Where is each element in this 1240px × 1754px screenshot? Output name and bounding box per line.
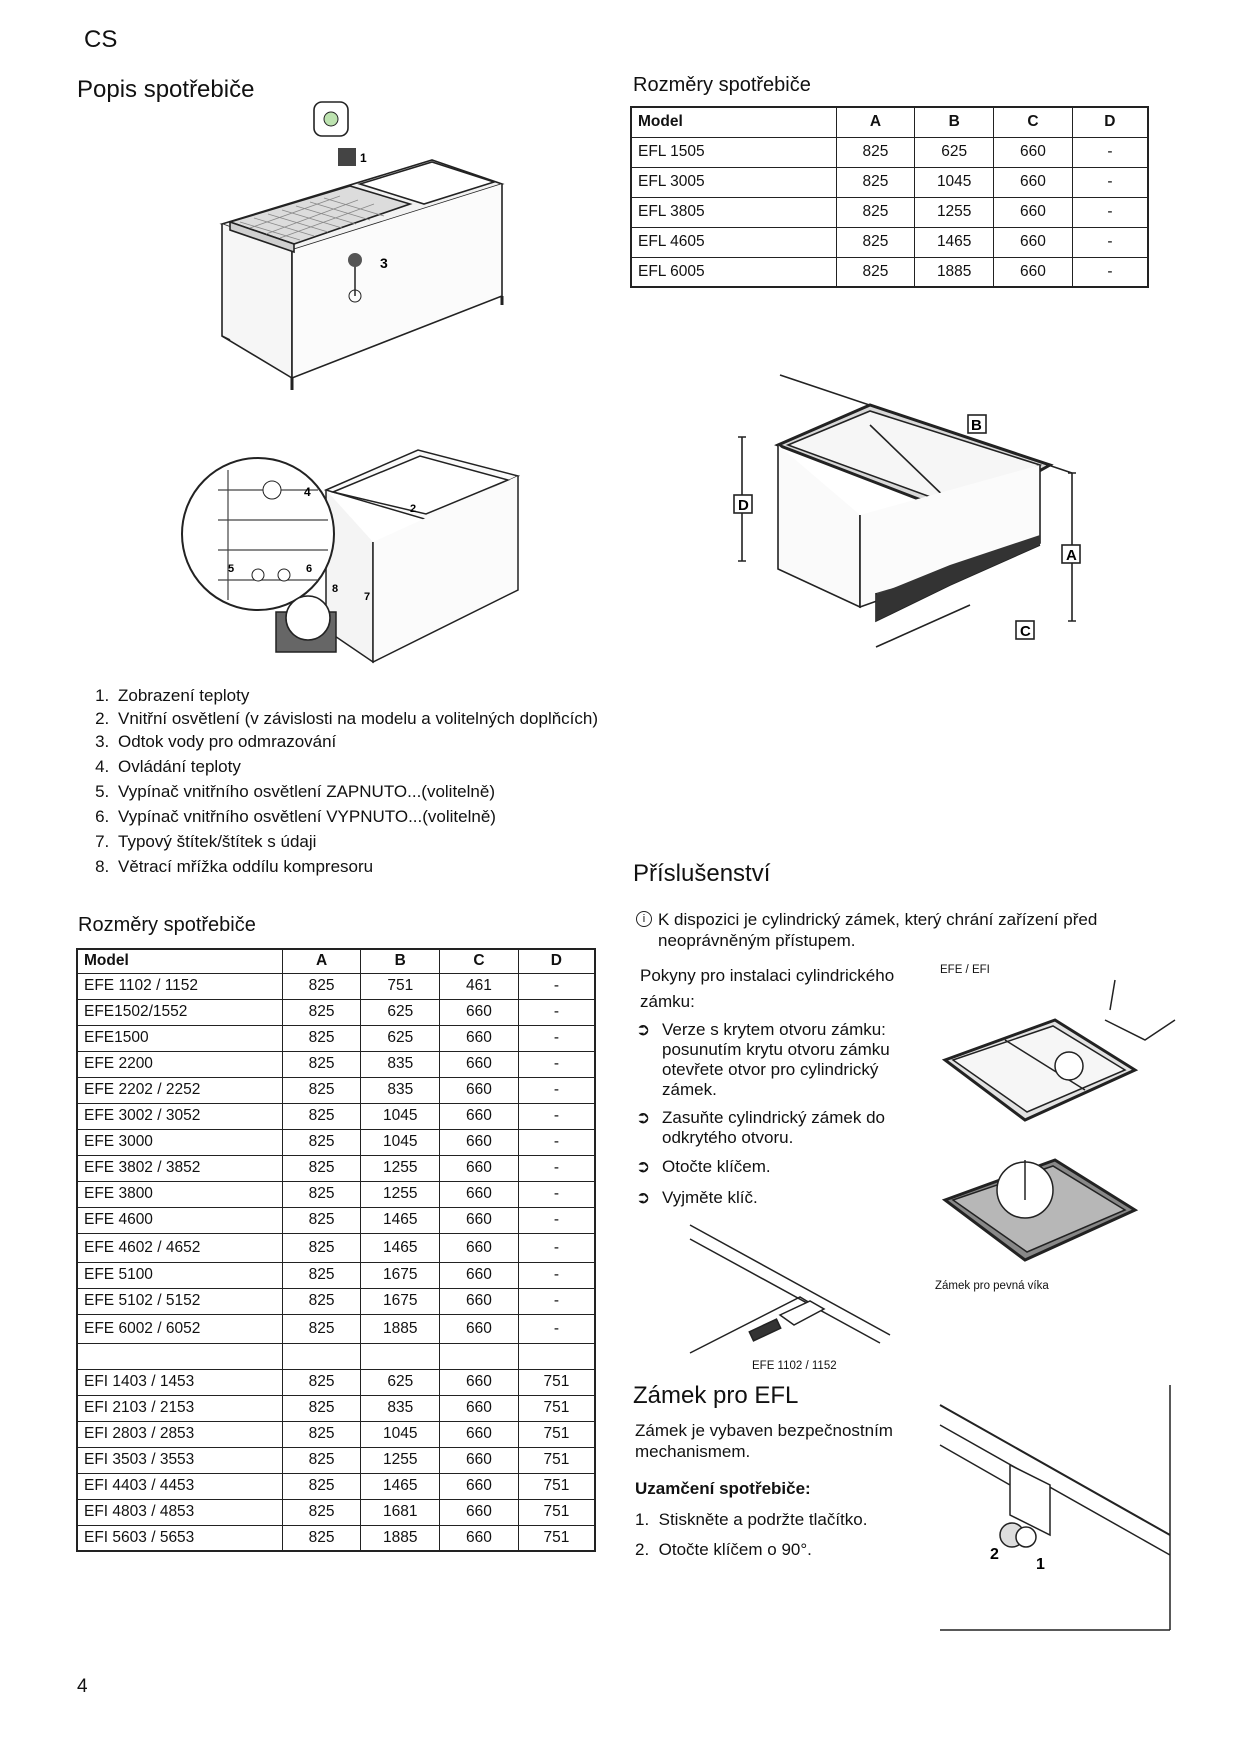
table-row [77,1207,595,1233]
table-cell: 625 [361,1025,440,1051]
table-cell: 1681 [361,1499,440,1525]
table-row [77,1473,595,1499]
caption-efe1102: EFE 1102 / 1152 [752,1360,837,1372]
table-cell: 825 [282,1233,361,1262]
table-cell: - [1072,257,1148,287]
table-row [77,1025,595,1051]
table-cell: 825 [282,1314,361,1343]
table-row [77,973,595,999]
callout-1: 1 [360,151,367,165]
freezer-controls-illustration [178,450,528,676]
lock-steps [635,1510,935,1570]
table-cell: EFI 2103 / 2153 [77,1395,282,1421]
table-cell: EFE 2202 / 2252 [77,1077,282,1103]
install-steps [636,1020,926,1208]
dim-label-a: A [1066,547,1077,564]
dims-table-efl [630,106,1149,288]
table-cell: 751 [518,1499,595,1525]
table-cell: - [518,1025,595,1051]
table-cell: 660 [994,227,1073,257]
table-cell: - [518,999,595,1025]
info-text: K dispozici je cylindrický zámek, který chrání zařízení před neoprávněným přístupem. [658,910,1098,950]
table-row [77,1447,595,1473]
table-cell: 660 [440,1051,519,1077]
table-cell: 825 [282,1129,361,1155]
table-row [77,1343,595,1369]
table-cell: 825 [282,1421,361,1447]
list-item: 5. Vypínač vnitřního osvětlení ZAPNUTO...(volitelně) [114,779,634,804]
table-row [631,167,1148,197]
col-header-c: C [994,107,1073,137]
table-cell: 751 [518,1447,595,1473]
table-row [77,1129,595,1155]
table-cell: 825 [282,1051,361,1077]
table-row [77,999,595,1025]
table-row [77,1369,595,1395]
table-cell: 660 [440,1207,519,1233]
table-cell: 751 [518,1395,595,1421]
table-cell: 660 [440,1288,519,1314]
callout-2: 2 [410,503,417,515]
table-cell: EFL 3005 [631,167,836,197]
table-row [77,1181,595,1207]
table-cell: 751 [518,1473,595,1499]
dims-table-efe-efi [76,948,596,1552]
table-row [77,1421,595,1447]
col-header-a: A [836,107,915,137]
list-item: 1. Stiskněte a podržte tlačítko. [635,1510,868,1529]
table-cell: 1675 [361,1288,440,1314]
table-cell: 1045 [361,1103,440,1129]
table-cell: - [1072,197,1148,227]
table-cell [361,1343,440,1369]
table-cell: 835 [361,1051,440,1077]
col-header-a: A [282,949,361,973]
table-cell: 660 [440,1421,519,1447]
callout-1: 1 [1036,1556,1045,1573]
table-cell: 825 [282,1262,361,1288]
table-cell: EFE1502/1552 [77,999,282,1025]
install-intro: Pokyny pro instalaci cylindrického zámku: [640,966,895,1011]
table-cell: EFI 1403 / 1453 [77,1369,282,1395]
table-row [77,1262,595,1288]
table-cell: - [518,1207,595,1233]
table-cell: 825 [836,257,915,287]
lock-subtitle: Uzamčení spotřebiče: [635,1479,811,1498]
table-cell: 1255 [361,1447,440,1473]
table-cell: 825 [282,1525,361,1551]
table-cell: - [1072,137,1148,167]
table-row [77,1314,595,1343]
table-cell: EFI 4803 / 4853 [77,1499,282,1525]
table-cell: 660 [440,1473,519,1499]
dims-title-right: Rozměry spotřebiče [633,74,811,96]
table-cell: EFE 6002 / 6052 [77,1314,282,1343]
table-cell: 660 [440,1525,519,1551]
table-cell: 660 [440,1233,519,1262]
dim-label-d: D [738,497,749,514]
table-cell: - [518,1077,595,1103]
arrow-icon: ➲ [636,1020,651,1039]
table-cell: 1255 [361,1181,440,1207]
table-row [77,1288,595,1314]
table-cell: 660 [994,197,1073,227]
table-cell: 825 [282,1288,361,1314]
callout-3: 3 [380,255,388,271]
table-cell: 1465 [361,1473,440,1499]
table-cell: 825 [836,167,915,197]
table-cell: 825 [282,1025,361,1051]
col-header-b: B [915,107,994,137]
table-cell: - [1072,227,1148,257]
table-cell: 660 [440,1499,519,1525]
table-cell: 660 [994,137,1073,167]
table-cell: - [518,1051,595,1077]
table-cell: EFE 5100 [77,1262,282,1288]
table-cell: EFE 4602 / 4652 [77,1233,282,1262]
table-cell: 461 [440,973,519,999]
col-header-model: Model [77,949,282,973]
table-cell: 660 [440,1395,519,1421]
table-cell: 660 [440,1314,519,1343]
callout-4: 4 [304,485,311,499]
table-row [77,1395,595,1421]
list-item: ➲ Verze s krytem otvoru zámku: posunutím krytu otvoru zámku otevřete otvor pro cylindrický zámek. [636,1020,890,1099]
table-cell: - [518,1103,595,1129]
table-cell: EFE1500 [77,1025,282,1051]
table-cell: 825 [282,1395,361,1421]
table-cell: 751 [518,1369,595,1395]
table-cell: 660 [440,1077,519,1103]
table-cell: 660 [440,1369,519,1395]
table-cell: 1885 [361,1525,440,1551]
table-row [77,1233,595,1262]
table-cell: EFE 4600 [77,1207,282,1233]
table-row [631,227,1148,257]
table-cell: 660 [440,1447,519,1473]
table-cell: - [518,973,595,999]
table-cell: EFI 4403 / 4453 [77,1473,282,1499]
col-header-d: D [1072,107,1148,137]
list-item: ➲ Vyjměte klíč. [636,1188,758,1207]
arrow-icon: ➲ [636,1188,651,1207]
table-cell: 1885 [361,1314,440,1343]
freezer-overview-illustration [210,100,510,430]
table-cell: 660 [994,257,1073,287]
table-cell [518,1343,595,1369]
table-cell [440,1343,519,1369]
page-number: 4 [77,1676,88,1697]
table-cell: 660 [440,999,519,1025]
arrow-icon: ➲ [636,1108,651,1127]
list-item: 1. Zobrazení teploty [114,683,634,708]
arrow-icon: ➲ [636,1157,651,1176]
table-cell: 660 [994,167,1073,197]
table-cell: 660 [440,1262,519,1288]
table-cell: 825 [282,1155,361,1181]
feature-list [78,683,634,879]
table-cell: 1045 [915,167,994,197]
accessories-title: Příslušenství [633,860,771,887]
table-cell [282,1343,361,1369]
table-cell: 1465 [915,227,994,257]
callout-6: 6 [306,563,313,575]
list-item: ➲ Zasuňte cylindrický zámek do odkrytého otvoru. [636,1108,885,1147]
callout-2: 2 [990,1546,999,1563]
table-cell: 825 [282,1499,361,1525]
table-cell: - [518,1314,595,1343]
table-cell: 825 [836,227,915,257]
list-item: 7. Typový štítek/štítek s údaji [114,829,634,854]
table-cell: 825 [282,1369,361,1395]
table-cell: 825 [836,137,915,167]
table-cell: 825 [282,1103,361,1129]
lock-description: Zámek je vybaven bezpečnostním mechanismem. [635,1421,893,1461]
accessories-info [636,909,1178,951]
lock-efl-title: Zámek pro EFL [633,1382,799,1409]
table-cell: 625 [361,999,440,1025]
table-cell: - [1072,167,1148,197]
list-item: 4. Ovládání teploty [114,754,634,779]
table-cell: 825 [282,1473,361,1499]
table-cell: - [518,1129,595,1155]
dims-title-left: Rozměry spotřebiče [78,914,256,936]
table-cell: EFE 3802 / 3852 [77,1155,282,1181]
table-cell: 825 [282,1077,361,1103]
list-item: 6. Vypínač vnitřního osvětlení VYPNUTO...(volitelně) [114,804,634,829]
table-row [77,1103,595,1129]
table-cell: 751 [518,1421,595,1447]
col-header-model: Model [631,107,836,137]
table-cell: 1885 [915,257,994,287]
cylinder-lock-illustration [935,980,1185,1280]
table-cell: - [518,1155,595,1181]
list-item: 2. Otočte klíčem o 90°. [635,1540,812,1559]
dim-label-b: B [971,417,982,434]
section-title-description: Popis spotřebiče [77,76,255,103]
table-cell: - [518,1233,595,1262]
table-row [77,1051,595,1077]
table-cell: 1465 [361,1207,440,1233]
table-row [631,197,1148,227]
table-cell: - [518,1262,595,1288]
table-cell: 660 [440,1129,519,1155]
table-cell: EFE 2200 [77,1051,282,1077]
table-cell: 1045 [361,1421,440,1447]
table-cell: EFE 3800 [77,1181,282,1207]
callout-7: 7 [364,591,371,603]
table-cell: 835 [361,1395,440,1421]
table-cell: 1255 [915,197,994,227]
table-cell: EFE 3002 / 3052 [77,1103,282,1129]
language-code: CS [84,26,118,53]
table-row [631,257,1148,287]
efe1102-lock-illustration [680,1225,900,1355]
callout-5: 5 [228,563,235,575]
table-cell: 660 [440,1025,519,1051]
dim-label-c: C [1020,623,1031,640]
table-cell: 825 [836,197,915,227]
table-cell: EFI 5603 / 5653 [77,1525,282,1551]
table-cell: 625 [361,1369,440,1395]
table-cell: EFL 4605 [631,227,836,257]
efl-lock-illustration [940,1385,1170,1630]
table-cell: EFL 6005 [631,257,836,287]
table-cell: 660 [440,1181,519,1207]
table-cell: 751 [361,973,440,999]
list-item: 3. Odtok vody pro odmrazování [114,729,634,754]
table-cell: EFE 5102 / 5152 [77,1288,282,1314]
table-cell: 835 [361,1077,440,1103]
table-row [77,1525,595,1551]
col-header-c: C [440,949,519,973]
list-item: 2. Vnitřní osvětlení (v závislosti na modelu a volitelných doplňcích) [114,708,634,729]
table-cell: EFL 3805 [631,197,836,227]
table-cell [77,1343,282,1369]
table-cell: EFE 3000 [77,1129,282,1155]
table-cell: EFE 1102 / 1152 [77,973,282,999]
table-cell: 825 [282,973,361,999]
caption-efe-efi: EFE / EFI [940,964,990,976]
table-cell: 625 [915,137,994,167]
table-row [77,1077,595,1103]
table-cell: - [518,1181,595,1207]
table-cell: 751 [518,1525,595,1551]
table-cell: 1045 [361,1129,440,1155]
info-icon: i [636,911,652,927]
table-cell: 1465 [361,1233,440,1262]
table-cell: - [518,1288,595,1314]
table-cell: EFL 1505 [631,137,836,167]
table-cell: 825 [282,1207,361,1233]
list-item: 8. Větrací mřížka oddílu kompresoru [114,854,634,879]
table-cell: 1255 [361,1155,440,1181]
table-cell: 1675 [361,1262,440,1288]
table-row [631,137,1148,167]
table-cell: 825 [282,999,361,1025]
table-row [77,1499,595,1525]
table-cell: 825 [282,1181,361,1207]
col-header-b: B [361,949,440,973]
list-item: ➲ Otočte klíčem. [636,1157,771,1176]
table-cell: EFI 2803 / 2853 [77,1421,282,1447]
col-header-d: D [518,949,595,973]
table-cell: 660 [440,1103,519,1129]
efl-dimensions-illustration [738,365,1090,695]
table-row [77,1155,595,1181]
table-cell: 660 [440,1155,519,1181]
table-cell: 825 [282,1447,361,1473]
table-cell: EFI 3503 / 3553 [77,1447,282,1473]
caption-fixed-lids: Zámek pro pevná víka [935,1280,1049,1292]
callout-8: 8 [332,583,339,595]
